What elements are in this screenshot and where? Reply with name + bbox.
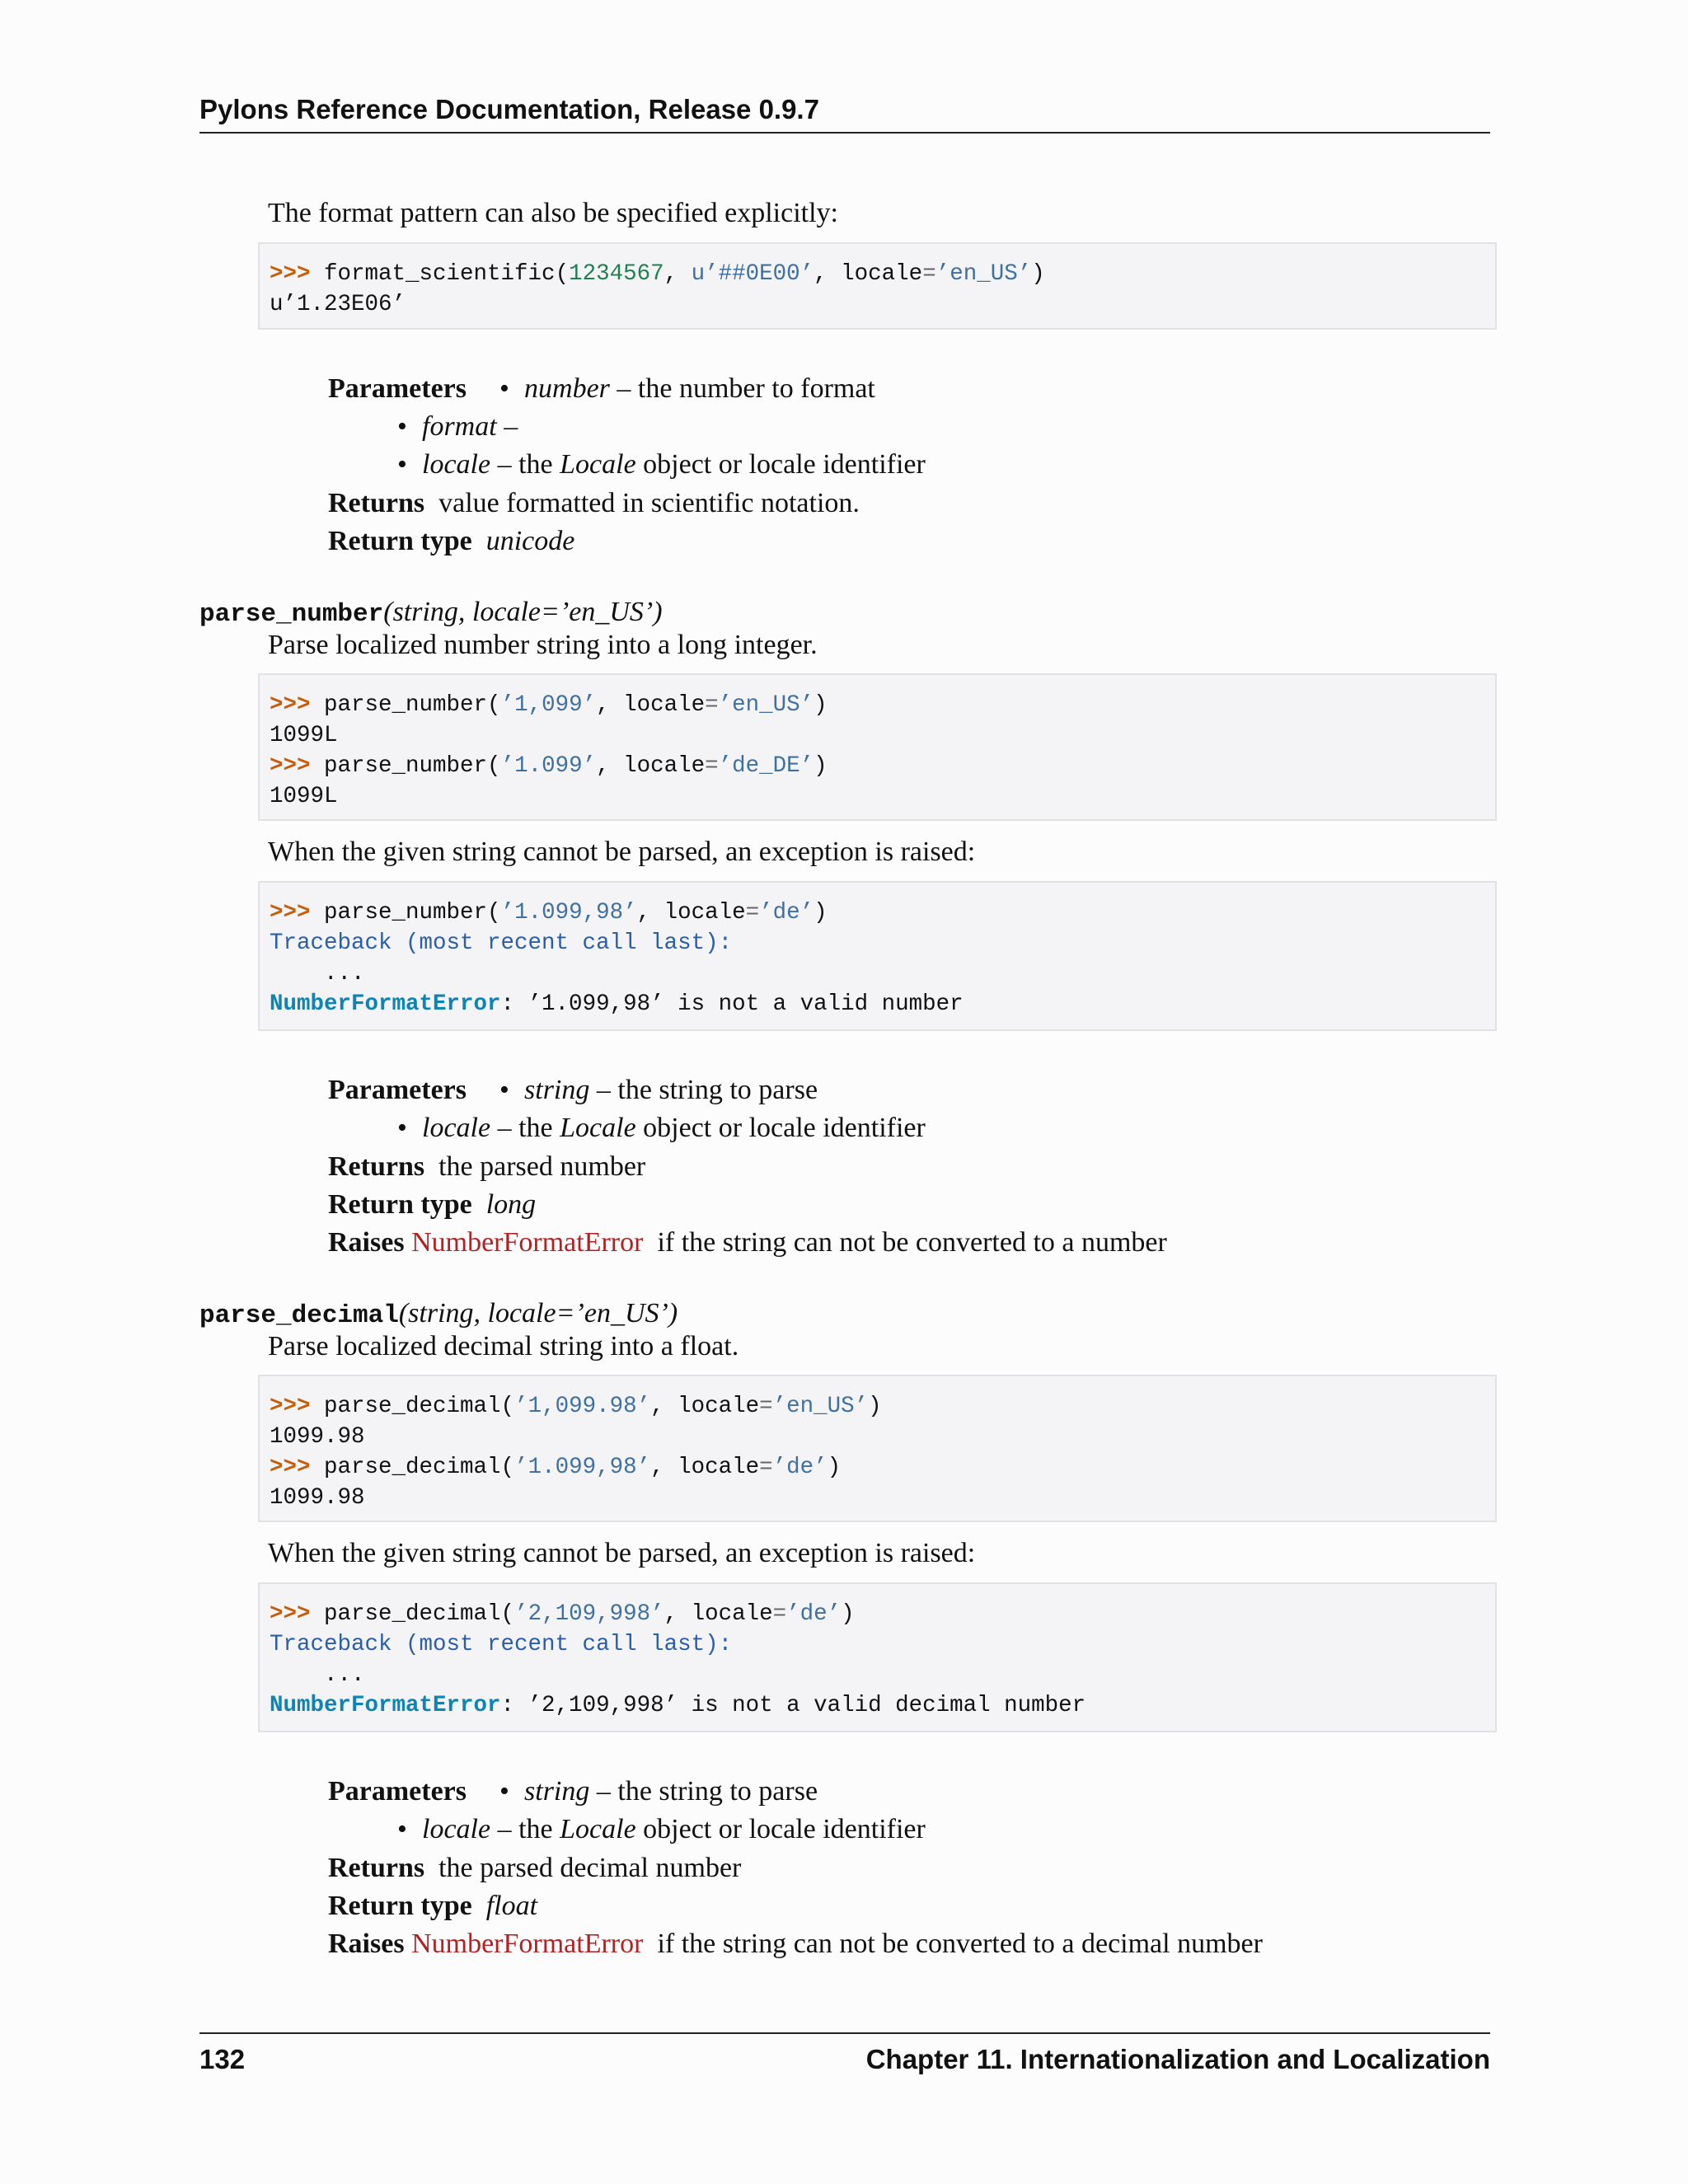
param-desc: – the bbox=[490, 1814, 560, 1844]
code-output: 1099.98 bbox=[270, 1424, 365, 1450]
function-signature-parse-number bbox=[199, 597, 663, 629]
param-desc: – the number to format bbox=[609, 373, 875, 404]
code-string: ’1.099,98’ bbox=[514, 1455, 651, 1480]
param-desc: object or locale identifier bbox=[635, 1814, 926, 1844]
code-string: ’1,099.98’ bbox=[514, 1394, 651, 1419]
returns-row bbox=[328, 1853, 741, 1884]
params-label: Parameters bbox=[328, 1075, 467, 1105]
code-kwarg: , locale bbox=[650, 1394, 760, 1419]
raises-row bbox=[328, 1227, 1167, 1258]
exception-intro: When the given string cannot be parsed, an exception is raised: bbox=[268, 1538, 976, 1568]
code-output: u’1.23E06’ bbox=[270, 292, 406, 317]
returns-value: the parsed number bbox=[438, 1151, 646, 1182]
param-item: • locale – the Locale object or locale identifier bbox=[397, 1113, 926, 1143]
rtype-row bbox=[328, 1189, 536, 1221]
param-desc-em: Locale bbox=[560, 1814, 636, 1844]
param-name: locale bbox=[422, 1814, 491, 1844]
param-item: • locale – the Locale object or locale identifier bbox=[397, 449, 926, 480]
code-string: ’1.099,98’ bbox=[500, 900, 637, 926]
page-number: 132 bbox=[199, 2044, 246, 2074]
param-desc: object or locale identifier bbox=[635, 1113, 926, 1143]
code-number: 1234567 bbox=[569, 261, 664, 287]
param-desc-em: Locale bbox=[560, 449, 636, 480]
header-title: Pylons Reference Documentation, Release 0.9.7 bbox=[199, 94, 819, 124]
param-desc: object or locale identifier bbox=[635, 449, 926, 480]
page-footer bbox=[199, 2032, 1490, 2083]
code-error-message: : ’1.099,98’ is not a valid number bbox=[500, 991, 964, 1017]
code-locale-string: ’de_DE’ bbox=[718, 753, 814, 779]
code-fn: parse_number( bbox=[310, 692, 501, 718]
rtype-value: float bbox=[485, 1891, 538, 1921]
code-close: ) bbox=[1031, 261, 1045, 287]
param-item: • locale – the Locale object or locale identifier bbox=[397, 1814, 926, 1844]
code-kwarg: , locale bbox=[636, 900, 746, 926]
code-fn: parse_decimal( bbox=[310, 1455, 515, 1480]
param-name: format bbox=[422, 411, 497, 442]
rtype-row bbox=[328, 1891, 537, 1922]
code-prompt: >>> bbox=[270, 261, 311, 287]
code-locale-string: ’en_US’ bbox=[718, 692, 814, 718]
rtype-row bbox=[328, 526, 574, 557]
code-string: ’1,099’ bbox=[500, 692, 597, 718]
param-desc: – bbox=[496, 411, 518, 442]
param-desc: – the string to parse bbox=[589, 1075, 818, 1105]
code-kwarg: , locale bbox=[596, 692, 706, 718]
returns-label: Returns bbox=[328, 1853, 425, 1883]
code-sep: , bbox=[663, 261, 692, 287]
params-label: Parameters bbox=[328, 373, 467, 404]
format-pattern-intro: The format pattern can also be specified explicitly: bbox=[268, 198, 839, 228]
raises-desc: if the string can not be converted to a decimal number bbox=[649, 1929, 1263, 1959]
function-description: Parse localized number string into a long integer. bbox=[268, 630, 818, 660]
code-block-parse-decimal: >>> parse_decimal(’1,099.98’, locale=’en_US’) 1099.98 >>> parse_decimal(’1.099,98’, locale=’de’) 1099.98 bbox=[258, 1375, 1497, 1522]
code-block-parse-number: >>> parse_number(’1,099’, locale=’en_US’) 1099L >>> parse_number(’1.099’, locale=’de_DE’) 1099L bbox=[258, 673, 1497, 821]
code-fn: parse_number( bbox=[310, 900, 501, 926]
param-desc-em: Locale bbox=[560, 1113, 636, 1143]
returns-label: Returns bbox=[328, 488, 425, 518]
code-locale-string: ’en_US’ bbox=[772, 1394, 869, 1419]
rtype-value: unicode bbox=[485, 526, 575, 556]
returns-value: value formatted in scientific notation. bbox=[438, 488, 860, 518]
exception-link[interactable]: NumberFormatError bbox=[411, 1929, 644, 1959]
function-name: parse_decimal bbox=[199, 1301, 399, 1330]
param-desc: – the bbox=[490, 449, 560, 480]
code-eq: = bbox=[922, 261, 936, 287]
code-format-string: u’##0E00’ bbox=[691, 261, 814, 287]
code-locale-string: ’en_US’ bbox=[935, 261, 1032, 287]
raises-label: Raises bbox=[328, 1227, 405, 1258]
param-name: locale bbox=[422, 1113, 491, 1143]
code-fn: parse_decimal( bbox=[310, 1601, 515, 1627]
code-fn: format_scientific( bbox=[310, 261, 570, 287]
rtype-value: long bbox=[485, 1189, 537, 1220]
function-signature-parse-decimal bbox=[199, 1298, 678, 1330]
raises-label: Raises bbox=[328, 1929, 405, 1959]
returns-row bbox=[328, 1151, 645, 1183]
code-output: 1099.98 bbox=[270, 1485, 365, 1511]
exception-link[interactable]: NumberFormatError bbox=[411, 1227, 644, 1258]
param-name: number bbox=[524, 373, 610, 404]
code-traceback: Traceback (most recent call last): bbox=[270, 1632, 733, 1657]
code-kwarg: , locale bbox=[663, 1601, 773, 1627]
code-fn: parse_decimal( bbox=[310, 1394, 515, 1419]
raises-row bbox=[328, 1929, 1263, 1960]
returns-row bbox=[328, 488, 860, 519]
code-output: 1099L bbox=[270, 784, 338, 809]
param-name: string bbox=[524, 1776, 590, 1807]
function-name: parse_number bbox=[199, 600, 384, 629]
code-block-parse-number-error: >>> parse_number(’1.099,98’, locale=’de’) Traceback (most recent call last): ... NumberFormatError: ’1.099,98’ is not a valid number bbox=[258, 881, 1497, 1031]
param-item: • format – bbox=[397, 411, 518, 442]
code-fn: parse_number( bbox=[310, 753, 501, 779]
code-ellipsis: ... bbox=[270, 1662, 365, 1688]
code-kwarg: , locale bbox=[814, 261, 923, 287]
params-row: Parameters • string – the string to parse bbox=[328, 1776, 818, 1807]
params-row: Parameters • string – the string to parse bbox=[328, 1075, 818, 1105]
rtype-label: Return type bbox=[328, 1891, 472, 1921]
code-exception: NumberFormatError bbox=[270, 991, 501, 1017]
code-string: ’1.099’ bbox=[500, 753, 597, 779]
code-ellipsis: ... bbox=[270, 961, 365, 987]
code-traceback: Traceback (most recent call last): bbox=[270, 930, 733, 956]
code-kwarg: , locale bbox=[596, 753, 706, 779]
param-name: string bbox=[524, 1075, 590, 1105]
function-args: (string, locale=’en_US’) bbox=[383, 597, 663, 627]
param-name: locale bbox=[422, 449, 491, 480]
code-locale-string: ’de’ bbox=[786, 1601, 842, 1627]
returns-value: the parsed decimal number bbox=[438, 1853, 742, 1883]
code-kwarg: , locale bbox=[650, 1455, 760, 1480]
code-output: 1099L bbox=[270, 723, 338, 748]
code-block-format-scientific bbox=[258, 242, 1497, 330]
params-label: Parameters bbox=[328, 1776, 467, 1807]
params-row: Parameters • number – the number to format bbox=[328, 373, 875, 404]
returns-label: Returns bbox=[328, 1151, 425, 1182]
code-block-parse-decimal-error: >>> parse_decimal(’2,109,998’, locale=’de’) Traceback (most recent call last): ... NumberFormatError: ’2,109,998’ is not a valid decimal number bbox=[258, 1582, 1497, 1732]
exception-intro: When the given string cannot be parsed, an exception is raised: bbox=[268, 837, 976, 867]
function-args: (string, locale=’en_US’) bbox=[398, 1298, 678, 1329]
code-locale-string: ’de’ bbox=[772, 1455, 828, 1480]
chapter-title: Chapter 11. Internationalization and Localization bbox=[865, 2044, 1490, 2074]
code-exception: NumberFormatError bbox=[270, 1693, 501, 1718]
param-desc: – the string to parse bbox=[589, 1776, 818, 1807]
rtype-label: Return type bbox=[328, 526, 472, 556]
code-string: ’2,109,998’ bbox=[514, 1601, 664, 1627]
param-desc: – the bbox=[490, 1113, 560, 1143]
rtype-label: Return type bbox=[328, 1189, 472, 1220]
code-error-message: : ’2,109,998’ is not a valid decimal number bbox=[500, 1693, 1086, 1718]
page-header bbox=[199, 92, 1490, 134]
code-locale-string: ’de’ bbox=[759, 900, 814, 926]
raises-desc: if the string can not be converted to a number bbox=[649, 1227, 1167, 1258]
function-description: Parse localized decimal string into a float. bbox=[268, 1331, 739, 1361]
